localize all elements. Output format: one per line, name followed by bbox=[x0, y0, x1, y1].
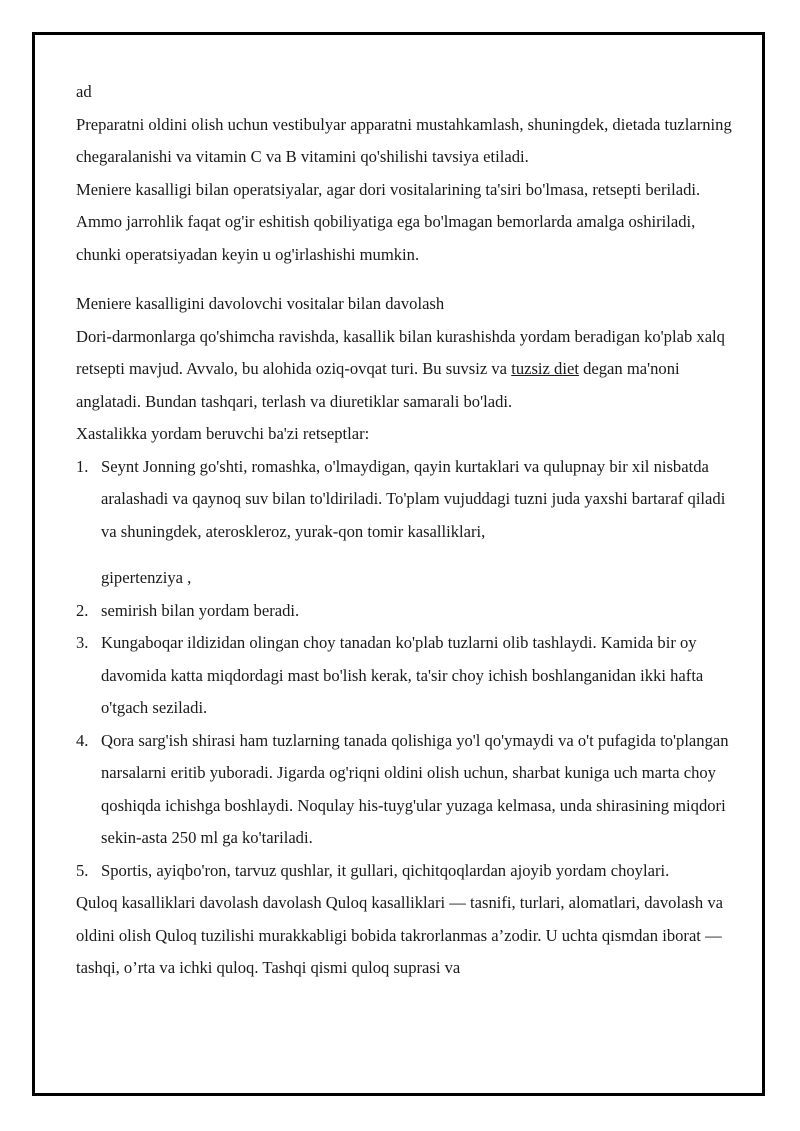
list-item-text: Kungaboqar ildizidan olingan choy tanadan ko'plab tuzlarni olib tashlaydi. Kamida bir oy davomida katta miqdordagi mast bo'lish kerak, ta'sir choy ichish boshlanganidan ikki hafta o'tgach seziladi. bbox=[101, 633, 704, 717]
list-item-text: Qora sarg'ish shirasi ham tuzlarning tanada qolishiga yo'l qo'ymaydi va o't pufagida to'plangan narsalarni eritib yuboradi. Jigarda og'riqni oldini olish uchun, sharbat kuniga uch marta choy qoshiqda ichishga boshlaydi. Noqulay his-tuyg'ular yuzaga kelmasa, unda shirasining miqdori sekin-asta 250 ml ga ko'tariladi. bbox=[101, 730, 729, 847]
list-item-number: 2. bbox=[76, 600, 89, 620]
list-item bbox=[76, 627, 736, 725]
section-heading: Meniere kasalligini davolovchi vositalar bilan davolash bbox=[76, 294, 445, 313]
paragraph-operations: Meniere kasalligi bilan operatsiyalar, agar dori vositalarining ta'siri bo'lmasa, retsepti beriladi. Ammo jarrohlik faqat og'ir eshitish qobiliyatiga ega bo'lmagan bemorlarda amalga oshiriladi, chunki operatsiyadan keyin u og'irlashishi mumkin. bbox=[76, 179, 701, 264]
paragraph-fragment: ad bbox=[76, 82, 92, 101]
list-item-number: 1. bbox=[76, 456, 89, 476]
list-item-text: semirish bilan yordam beradi. bbox=[101, 600, 300, 620]
list-item-text: Seynt Jonning go'shti, romashka, o'lmaydigan, qayin kurtaklari va qulupnay bir xil nisbatda aralashadi va qaynoq suv bilan to'ldiriladi. To'plam vujuddagi tuzni juda yaxshi bartaraf qiladi va shuningdek, ateroskleroz, yurak-qon tomir kasalliklari, bbox=[101, 456, 726, 541]
paragraph-ear-diseases: Quloq kasalliklari davolash davolash Quloq kasalliklari — tasnifi, turlari, alomatlari, davolash va oldini olish Quloq tuzilishi murakkabligi bobida takrorlanmas a’zodir. U uchta qismdan iborat — tashqi, o’rta va ichki quloq. Tashqi qismi quloq suprasi va bbox=[76, 893, 723, 977]
list-item bbox=[76, 725, 736, 855]
paragraph-recipes-intro: Xastalikka yordam beruvchi ba'zi retseptlar: bbox=[76, 424, 370, 443]
paragraph-text-a: Dori-darmonlarga qo'shimcha ravishda, kasallik bilan kurashishda yordam beradigan ko'plab xalq retsepti mavjud. Avvalo, bu alohida oziq-ovqat turi. Bu suvsiz va bbox=[76, 326, 725, 378]
document-body bbox=[76, 76, 736, 985]
tuzsiz-diet-link[interactable]: tuzsiz diet bbox=[511, 359, 579, 378]
list-item-continuation: gipertenziya , bbox=[101, 568, 192, 587]
recipe-list bbox=[76, 451, 736, 888]
list-item-number: 5. bbox=[76, 860, 89, 880]
list-item-number: 4. bbox=[76, 730, 89, 750]
list-item bbox=[76, 451, 736, 595]
list-item-text: Sportis, ayiqbo'ron, tarvuz qushlar, it gullari, qichitqoqlardan ajoyib yordam choylari. bbox=[101, 860, 670, 880]
paragraph-folk-remedies bbox=[76, 321, 736, 419]
list-item-number: 3. bbox=[76, 633, 89, 652]
paragraph-text-b: degan ma'noni anglatadi. Bundan tashqari, terlash va diuretiklar samarali bo'ladi. bbox=[76, 359, 680, 411]
list-item bbox=[76, 595, 736, 628]
paragraph-prevention: Preparatni oldini olish uchun vestibulyar apparatni mustahkamlash, shuningdek, dietada tuzlarning chegaralanishi va vitamin C va B vitamini qo'shilishi tavsiya etiladi. bbox=[76, 114, 732, 166]
list-item bbox=[76, 855, 736, 888]
